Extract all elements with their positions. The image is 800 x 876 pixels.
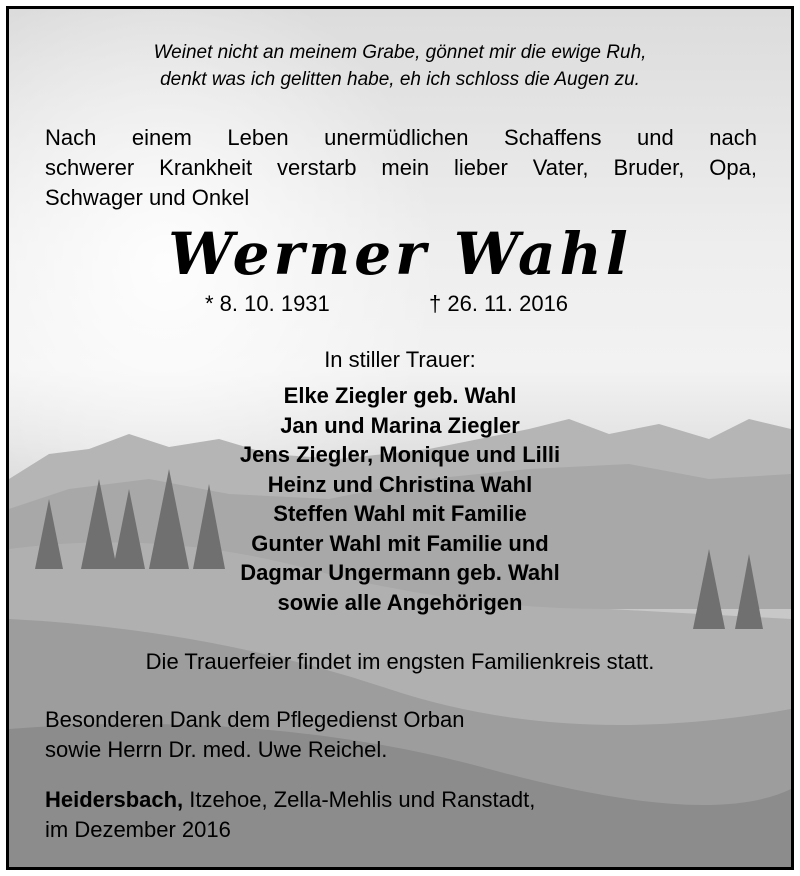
motto-verse	[9, 39, 791, 93]
motto-line: Weinet nicht an meinem Grabe, gönnet mir die ewige Ruh,	[153, 42, 647, 63]
thanks-line: sowie Herrn Dr. med. Uwe Reichel.	[45, 737, 388, 762]
mourner-name: Heinz und Christina Wahl	[267, 471, 533, 497]
mourner-name: sowie alle Angehörigen	[277, 589, 523, 615]
funeral-note: Die Trauerfeier findet im engsten Familienkreis statt.	[145, 649, 655, 674]
place-primary: Heidersbach,	[45, 787, 184, 812]
birth-date: * 8. 10. 1931	[205, 291, 330, 316]
mourning-label: In stiller Trauer:	[324, 347, 476, 372]
intro-line: Nach einem Leben unermüdlichen Schaffens und nach	[45, 125, 757, 150]
thanks-note	[45, 705, 464, 765]
death-date: † 26. 11. 2016	[429, 291, 569, 316]
intro-line: Schwager und Onkel	[45, 185, 250, 210]
mourner-name: Dagmar Ungermann geb. Wahl	[240, 560, 560, 585]
thanks-line: Besonderen Dank dem Pflegedienst Orban	[45, 707, 465, 732]
mourner-list	[9, 381, 791, 617]
date-line: im Dezember 2016	[45, 817, 231, 842]
mourner-name: Steffen Wahl mit Familie	[273, 501, 527, 526]
place-others: Itzehoe, Zella-Mehlis und Ranstadt,	[183, 787, 536, 812]
intro-paragraph	[45, 123, 757, 213]
mourner-name: Gunter Wahl mit Familie und	[251, 530, 549, 556]
place-and-date	[45, 785, 535, 845]
obituary-card	[6, 6, 794, 870]
mourner-name: Jens Ziegler, Monique und Lilli	[239, 442, 561, 467]
place-line	[45, 785, 535, 815]
mourner-name: Jan und Marina Ziegler	[280, 412, 520, 438]
motto-line: denkt was ich gelitten habe, eh ich schloss die Augen zu.	[160, 69, 640, 90]
deceased-name: Werner Wahl	[168, 220, 632, 288]
intro-line: schwerer Krankheit verstarb mein lieber Vater, Bruder, Opa,	[45, 155, 757, 180]
mourner-name: Elke Ziegler geb. Wahl	[283, 383, 517, 408]
